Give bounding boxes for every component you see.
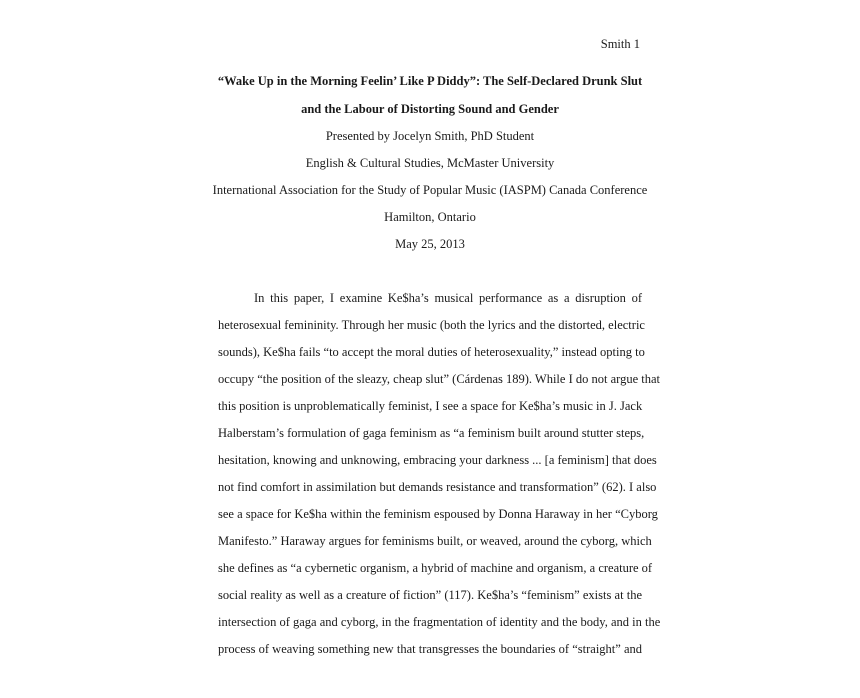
body-line: occupy “the position of the sleazy, cheap slut” (Cárdenas 189). While I do not argue that [218,372,660,386]
body-line: In this paper, I examine Ke$ha’s musical performance as a disruption of [254,291,642,305]
title-line-1: “Wake Up in the Morning Feelin’ Like P Diddy”: The Self-Declared Drunk Slut [217,74,643,88]
location-line: Hamilton, Ontario [384,210,476,224]
page-header: Smith 1 [600,37,640,51]
date-line: May 25, 2013 [395,237,465,251]
body-line: not find comfort in assimilation but demands resistance and transformation” (62). I also [218,480,657,494]
conference-line: International Association for the Study of Popular Music (IASPM) Canada Conference [212,183,648,197]
body-line: Halberstam’s formulation of gaga feminism as “a feminism built around stutter steps, [218,426,645,440]
body-line: process of weaving something new that transgresses the boundaries of “straight” and [218,642,642,656]
body-line: she defines as “a cybernetic organism, a hybrid of machine and organism, a creature of [218,561,653,575]
body-line: sounds), Ke$ha fails “to accept the moral duties of heterosexuality,” instead opting to [218,345,645,359]
title-line-2: and the Labour of Distorting Sound and Gender [301,102,559,116]
body-line: Manifesto.” Haraway argues for feminisms built, or weaved, around the cyborg, which [218,534,652,548]
body-line: intersection of gaga and cyborg, in the fragmentation of identity and the body, and in the [218,615,661,629]
body-line: social reality as well as a creature of fiction” (117). Ke$ha’s “feminism” exists at the [218,588,642,602]
body-line: see a space for Ke$ha within the feminism espoused by Donna Haraway in her “Cyborg [218,507,658,521]
body-line: this position is unproblematically feminist, I see a space for Ke$ha’s music in J. Jack [218,399,643,413]
department-line: English & Cultural Studies, McMaster University [305,156,555,170]
body-line: hesitation, knowing and unknowing, embracing your darkness ... [a feminism] that does [218,453,657,467]
presenter-line: Presented by Jocelyn Smith, PhD Student [325,129,535,143]
body-line: heterosexual femininity. Through her music (both the lyrics and the distorted, electric [218,318,645,332]
